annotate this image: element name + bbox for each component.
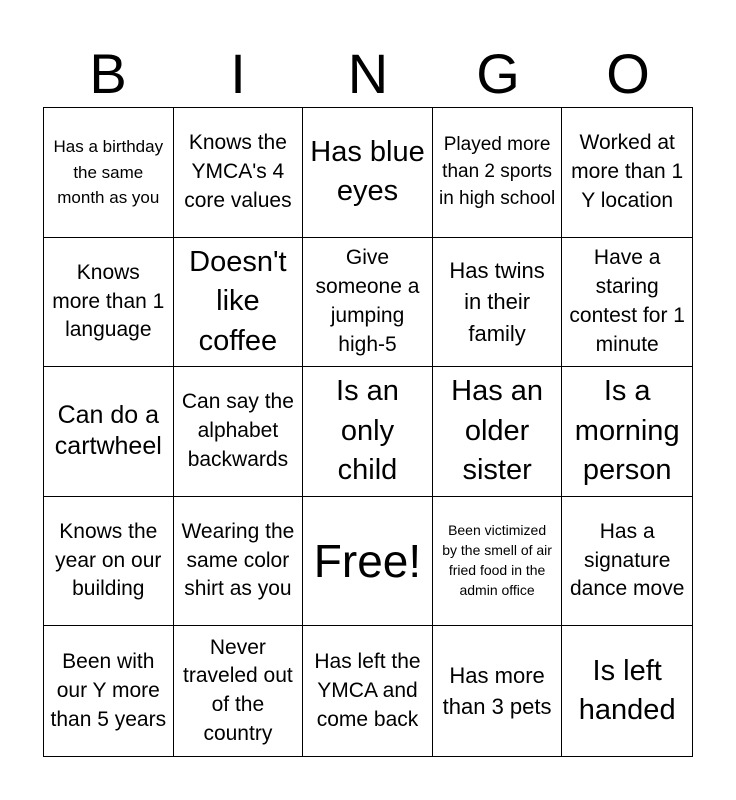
cell-label: Is left handed <box>578 654 676 727</box>
bingo-cell[interactable] <box>562 367 692 497</box>
cell-label: Doesn't like coffee <box>189 245 287 357</box>
header-letter-g: G <box>476 42 520 105</box>
cell-label: Has an older sister <box>451 375 544 487</box>
cell-label: Has a birthday the same month as you <box>53 137 164 208</box>
header-letter-i: I <box>230 42 246 105</box>
free-space-cell[interactable] <box>303 497 433 627</box>
cell-label: Knows the YMCA's 4 core values <box>184 131 292 212</box>
bingo-cell[interactable] <box>562 626 692 756</box>
bingo-cell[interactable] <box>433 497 563 627</box>
cell-label: Knows more than 1 language <box>52 260 165 342</box>
bingo-cell[interactable] <box>433 367 563 497</box>
bingo-cell[interactable] <box>303 108 433 238</box>
cell-label: Is a morning person <box>574 375 680 487</box>
cell-label: Worked at more than 1 Y location <box>571 131 684 212</box>
cell-label: Knows the year on our building <box>55 519 162 601</box>
header-letter-o: O <box>606 42 650 105</box>
bingo-cell[interactable] <box>44 238 174 368</box>
cell-label: Is an only child <box>336 375 399 487</box>
free-space-label: Free! <box>313 534 422 587</box>
bingo-cell[interactable] <box>303 626 433 756</box>
cell-label: Has more than 3 pets <box>442 662 552 720</box>
bingo-cell[interactable] <box>303 367 433 497</box>
cell-label: Been victimized by the smell of air fried food in the admin office <box>442 522 552 598</box>
bingo-header <box>43 40 693 108</box>
cell-label: Can do a cartwheel <box>54 401 162 461</box>
cell-label: Played more than 2 sports in high school <box>438 134 556 209</box>
bingo-cell[interactable] <box>174 367 304 497</box>
bingo-cell[interactable] <box>433 238 563 368</box>
bingo-cell[interactable] <box>44 626 174 756</box>
cell-label: Has blue eyes <box>310 135 425 208</box>
cell-label: Can say the alphabet backwards <box>181 390 294 471</box>
cell-label: Have a staring contest for 1 minute <box>569 246 685 356</box>
cell-label: Been with our Y more than 5 years <box>50 650 167 731</box>
bingo-grid <box>43 107 693 757</box>
bingo-cell[interactable] <box>174 626 304 756</box>
bingo-cell[interactable] <box>562 497 692 627</box>
cell-label: Has a signature dance move <box>569 519 685 601</box>
cell-label: Never traveled out of the country <box>183 635 293 745</box>
cell-label: Has twins in their family <box>449 257 545 346</box>
bingo-cell[interactable] <box>44 108 174 238</box>
cell-label: Wearing the same color shirt as you <box>181 519 295 601</box>
bingo-cell[interactable] <box>562 108 692 238</box>
header-letter-b: B <box>89 42 127 105</box>
cell-label: Has left the YMCA and come back <box>314 650 421 731</box>
bingo-cell[interactable] <box>174 108 304 238</box>
header-letter-n: N <box>347 42 389 105</box>
cell-label: Give someone a jumping high-5 <box>315 246 420 356</box>
bingo-cell[interactable] <box>433 626 563 756</box>
bingo-cell[interactable] <box>174 238 304 368</box>
bingo-cell[interactable] <box>562 238 692 368</box>
bingo-cell[interactable] <box>433 108 563 238</box>
bingo-cell[interactable] <box>44 497 174 627</box>
bingo-cell[interactable] <box>303 238 433 368</box>
bingo-cell[interactable] <box>174 497 304 627</box>
bingo-cell[interactable] <box>44 367 174 497</box>
